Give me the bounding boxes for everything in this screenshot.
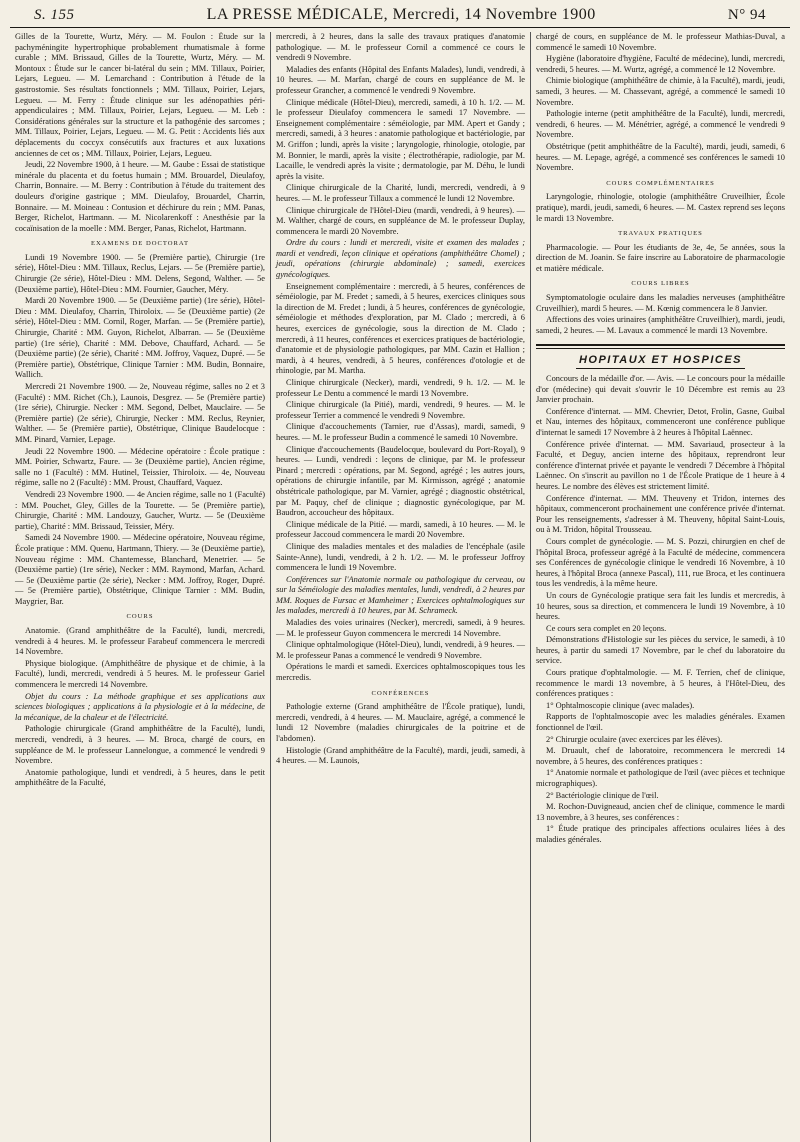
masthead-title: LA PRESSE MÉDICALE, Mercredi, 14 Novembre 1900 <box>206 6 596 23</box>
paragraph: Obstétrique (petit amphithéâtre de la Faculté), mardi, jeudi, samedi, 6 heures. — M. Lepage, agrégé, a commencé ses conférences le samedi 10 Novembre. <box>536 141 785 173</box>
paragraph: Hygiène (laboratoire d'hygiène, Faculté de médecine), lundi, mercredi, vendredi, 5 heures. — M. Wurtz, agrégé, a commencé le 12 Novembre. <box>536 54 785 74</box>
paragraph: 1° Étude pratique des principales affections oculaires liées à des maladies générales. <box>536 824 785 844</box>
paragraph: 1° Anatomie normale et pathologique de l'œil (avec pièces et technique micrographiques). <box>536 768 785 788</box>
paragraph: Pharmacologie. — Pour les étudiants de 3e, 4e, 5e années, sous la direction de M. Joanin. Se faire inscrire au Laboratoire de pharmacologie et matière médicale. <box>536 242 785 273</box>
paragraph: Symptomatologie oculaire dans les maladies nerveuses (amphithéâtre Cruveilhier), mardi 5 heures. — M. Kœnig commencera le 8 Janvier. <box>536 293 785 313</box>
paragraph: Pathologie interne (petit amphithéâtre de la Faculté), lundi, mercredi, vendredi, 6 heures. — M. Ménétrier, agrégé, a commencé le vendredi 9 Novembre. <box>536 109 785 140</box>
paragraph: Conférence privée d'internat. — MM. Savariaud, prosecteur à la Faculté, et Deguy, ancien interne des hôpitaux, reprendront leur conférence d'internat privée et payante le vendredi 7 Décembre à l'hôpital Laënnec. On s'inscrit au pavillon no 1 de l'École Pratique de 1 heure à 4 heures. Le nombre des élèves est strictement limité. <box>536 439 785 491</box>
column-1 <box>10 32 270 1142</box>
paragraph: Mardi 20 Novembre 1900. — 5e (Deuxième partie) (1re série), Hôtel-Dieu : MM. Dieulafoy, Charrin, Thiroloix. — 5e (Deuxième partie) (2e série), Hôtel-Dieu : MM. Cornil, Roger, Marfan. — 5e (Première partie), Chirurgie, Charité : MM. Guyon, Richelot, Albarran. — 5e (Deuxième partie) (1re série), Charité : MM. Debove, Chauffard, Achard. — 5e (Deuxième partie) (2e série), Charité : MM. Joffroy, Vaquez, Dupré. — 5e (Première partie), Obstétrique, Clinique Tarnier : MM. Budin, Bonnaire, Wallich. <box>15 296 265 380</box>
paragraph: Clinique d'accouchements (Baudelocque, boulevard du Port-Royal), 9 heures. — Lundi, vendredi : leçons de clinique, par M. le professeur Pinard ; mercredi : opérations, par M. Segond, agrégé ; les autres jours, opérations de chirurgie infantile, par M. Kirmisson, agrégé ; anatomie obstétricale pathologique, par M. Varnier, agrégé ; diagnostic obstétrical, par M. Paquy, chef de clinique ; diagnostic gynécologique, par M. Baudron, accoucheur des hôpitaux. <box>276 444 525 518</box>
issue-number: N° 94 <box>727 7 766 23</box>
paragraph: Clinique des maladies mentales et des maladies de l'encéphale (asile Sainte-Anne), lundi, vendredi, à 2 h. 1/2. — M. le professeur Joffroy commencera le lundi 19 Novembre. <box>276 541 525 573</box>
paragraph: Histologie (Grand amphithéâtre de la Faculté), mardi, jeudi, samedi, à 4 heures. — M. Launois, <box>276 745 525 766</box>
section-heading-travaux-pratiques: TRAVAUX PRATIQUES <box>618 230 703 238</box>
paragraph: Maladies des voies urinaires (Necker), mercredi, samedi, à 9 heures. — M. le professeur Guyon commencera le mercredi 14 Novembre. <box>276 618 525 638</box>
paragraph: Clinique chirurgicale de la Charité, lundi, mercredi, vendredi, à 9 heures. — M. le professeur Tillaux a commencé le lundi 12 Novembre. <box>276 183 525 203</box>
paragraph: Concours de la médaille d'or. — Avis. — Le concours pour la médaille d'or (médecine) qui devait s'ouvrir le 10 Décembre est remis au 23 Janvier prochain. <box>536 374 785 405</box>
paragraph: Maladies des enfants (Hôpital des Enfants Malades), lundi, vendredi, à 10 heures. — M. Marfan, chargé de cours en suppléance de M. le professeur Grancher, a commencé le vendredi 9 Novembre. <box>276 64 525 95</box>
page-reference: S. 155 <box>34 7 75 23</box>
paragraph: Jeudi 22 Novembre 1900. — Médecine opératoire : École pratique : MM. Poirier, Schwartz, Faure. — 3e (Deuxième partie), Ancien régime, salle no 1 (Faculté) : MM. Hutinel, Teissier, Thiroloix. — 4e, Nouveau régime, salle no 2 (Faculté) : MM. Proust, Chauffard, Vaquez. <box>15 446 265 488</box>
paragraph: mercredi, à 2 heures, dans la salle des travaux pratiques d'anatomie pathologique. — M. le professeur Cornil a commencé ce cours le vendredi 9 Novembre. <box>276 32 525 63</box>
paragraph: chargé de cours, en suppléance de M. le professeur Mathias-Duval, a commencé le samedi 10 Novembre. <box>536 32 785 52</box>
paragraph: 2° Bactériologie clinique de l'œil. <box>546 790 659 800</box>
paragraph: Gilles de la Tourette, Wurtz, Méry. — M. Foulon : Étude sur la pachyméningite hypertrophique probablement rhumatismale à forme curable ; MM. Brissaud, Gilles de la Tourette, Wurtz, Méry. — M. Montoux : Étude sur le cancer bi-latéral du sein ; MM. Tillaux, Poirier, Lejars, Legueu. — M. Lemarchand : Contribution à l'étude de la gastrostomie. Ses résultats fonctionnels ; MM. Tillaux, Poirier, Lejars, Legueu. — M. Ferry : Étude clinique sur les adénopathies péri-appendiculaires ; MM. Tillaux, Poirier, Lejars, Legueu. — M. Leb : Considérations générales sur la structure et la pathogénie des sarcomes ; MM. Tillaux, Poirier, Lejars, Legueu. — M. G. Petit : Accidents liés aux déplacements du coccyx consécutifs aux fractures et aux luxations anciennes de cet os ; MM. Tillaux, Poirier, Lejars, Legueu. <box>15 32 265 158</box>
paragraph: Conférences sur l'Anatomie normale ou pathologique du cerveau, ou sur la Séméiologie des maladies mentales, lundi, vendredi, à 2 heures par MM. Roques de Fursac et Mamheimer ; Exercices ophtalmologiques sur les malades, mercredi à 10 heures, par M. Schrameck. <box>276 574 525 616</box>
paragraph: Un cours de Gynécologie pratique sera fait les lundis et mercredis, à 10 heures, sous sa direction, et commencera le lundi 19 Novembre, à 10 heures. <box>536 590 785 622</box>
paragraph: Objet du cours : La méthode graphique et ses applications aux sciences biologiques ; applications à la physiologie et à la médecine, de la mécanique, de la chaleur et de l'électricité. <box>15 691 265 722</box>
page-header <box>10 6 790 28</box>
paragraph: Clinique chirurgicale (la Pitié), mardi, vendredi, 9 heures. — M. le professeur Terrier a commencé le vendredi 9 Novembre. <box>276 400 525 420</box>
paragraph: Clinique d'accouchements (Tarnier, rue d'Assas), mardi, samedi, 9 heures. — M. le professeur Budin a commencé le samedi 10 Novembre. <box>276 422 525 442</box>
columns <box>10 32 790 1142</box>
paragraph: M. Rochon-Duvigneaud, ancien chef de clinique, commence le mardi 13 novembre, à 3 heures, ses conférences : <box>536 802 785 822</box>
paragraph: Jeudi, 22 Novembre 1900, à 1 heure. — M. Gaube : Essai de statistique minérale du placenta et du foetus humain ; MM. Brouardel, Dieulafoy, Charrin, Bonnaire. — M. Berry : Contribution à l'étude du traitement des douleurs d'origine gastrique ; MM. Dieulafoy, Brouardel, Charrin, Bonnaire. — M. Moineau : Contusion et déchirure du rein ; MM. Panas, Berger, Richelot, Hartmann. — M. Nicolarenkoff : Anesthésie par la cocaïnisation de la moelle : MM. Berger, Panas, Richelot, Hartmann. <box>15 160 265 233</box>
paragraph: Clinique chirurgicale (Necker), mardi, vendredi, 9 h. 1/2. — M. le professeur Le Dentu a commencé le mardi 13 Novembre. <box>276 378 525 398</box>
paragraph: Démonstrations d'Histologie sur les pièces du service, le samedi, à 10 heures, à partir du samedi 17 Novembre, par le chef du laboratoire du service. <box>536 635 785 666</box>
paragraph: Affections des voies urinaires (amphithéâtre Cruveilhier), mardi, jeudi, samedi, 2 heures. — M. Lavaux a commencé le mardi 13 Novembre. <box>536 315 785 335</box>
paragraph: Clinique chirurgicale de l'Hôtel-Dieu (mardi, vendredi, à 9 heures). — M. Walther, chargé de cours, en suppléance de M. le professeur Duplay, commencera le mardi 20 Novembre. <box>276 205 525 236</box>
paragraph: Opérations le mardi et samedi. Exercices ophtalmoscopiques tous les mercredis. <box>276 662 525 683</box>
section-heading-cours-libres: COURS LIBRES <box>631 280 690 288</box>
paragraph: Lundi 19 Novembre 1900. — 5e (Première partie), Chirurgie (1re série), Hôtel-Dieu : MM. Tillaux, Reclus, Lejars. — 5e (Première partie), Chirurgie (2e série), Hôtel-Dieu : MM. Delens, Segond, Walther. — 5e (Deuxième partie), Hôtel-Dieu : MM. Fournier, Gaucher, Méry. <box>15 252 265 294</box>
section-heading-examens: EXAMENS DE DOCTORAT <box>90 240 189 248</box>
section-heading-cours: COURS <box>126 613 154 621</box>
paragraph: Clinique médicale (Hôtel-Dieu), mercredi, samedi, à 10 h. 1/2. — M. le professeur Dieulafoy commencera le samedi 17 Novembre. — Enseignement complémentaire : séméiologie, par MM. Apert et Gandy ; mercredi, samedi, à 3 heures : anatomie pathologique et bactériologie, par M. Griffon ; lundi, après la visite ; laryngologie, rhinologie, otologie, par M. Bonnier, le mardi, après la visite ; électrothérapie, radiologie, par M. Lacaille, le vendredi après la visite ; dermatologie, par M. Déhu, le lundi après la visite. <box>276 97 525 181</box>
paragraph: 1° Ophtalmoscopie clinique (avec malades). <box>546 700 695 710</box>
paragraph: 2° Chirurgie oculaire (avec exercices par les élèves). <box>546 734 723 744</box>
paragraph: Chimie biologique (amphithéâtre de chimie, à la Faculté), mardi, jeudi, samedi, 3 heures. — M. Chassevant, agrégé, a commencé le samedi 10 Novembre. <box>536 76 785 107</box>
section-heading-complementaires: COURS COMPLÉMENTAIRES <box>606 179 715 187</box>
paragraph: Rapports de l'ophtalmoscopie avec les maladies générales. Examen fonctionnel de l'œil. <box>536 712 785 733</box>
paragraph: Cours pratique d'ophtalmologie. — M. F. Terrien, chef de clinique, recommence le mardi 13 novembre, à 5 heures, à l'Hôtel-Dieu, des conférences pratiques : <box>536 668 785 699</box>
paragraph: Samedi 24 Novembre 1900. — Médecine opératoire, Nouveau régime, École pratique : MM. Quenu, Hartmann, Thiery. — 3e (Deuxième partie), Nouveau régime : MM. Chantemesse, Blanchard, Menetrier. — 5e (Deuxième partie) (1re série), Necker : MM. Raymond, Marfan, Achard. — 5e (Deuxième partie (2e série), Necker : MM. Joffroy, Roger, Dupré. — 5e (Première partie), Obstétrique, Clinique Tarnier : MM. Budin, Maygrier, Bar. <box>15 533 265 606</box>
paragraph: Ce cours sera complet en 20 leçons. <box>546 623 667 633</box>
paragraph: Physique biologique. (Amphithéâtre de physique et de chimie, à la Faculté), lundi, mercredi, vendredi à 5 heures. M. le professeur Gariel commencera le mercredi 14 Novembre. <box>15 658 265 690</box>
paragraph: Conférence d'internat. — MM. Chevrier, Detot, Frolin, Gasne, Guibal et Nau, internes des hôpitaux, commenceront une conférence publique d'internat le samedi 17 Novembre à 2 heures à l'hôpital Laënnec. <box>536 406 785 437</box>
paragraph: Vendredi 23 Novembre 1900. — 4e Ancien régime, salle no 1 (Faculté) : MM. Pouchet, Gley, Gilles de la Tourette. — 5e (Première partie), Chirurgie, Charité : MM. Landouzy, Gaucher, Wurtz. — 5e (Deuxième partie), Charité : MM. Brissaud, Teissier, Méry. <box>15 489 265 531</box>
section-heading-conferences: CONFÉRENCES <box>371 689 430 697</box>
paragraph: Enseignement complémentaire : mercredi, à 5 heures, conférences de séméiologie, par M. Fredet ; samedi, à 5 heures, exercices cliniques sous la direction de M. Fredet ; lundi, à 5 heures, conférences de gynécologie, séméiologie et méthodes d'exploration, par M. Clado ; mercredi, à 6 heures, exercices de gynécologie, sous la direction de M. Clado ; mercredi, à 11 heures, conférences et exercices pratiques de bactériologie, d'anatomie et de physiologie pathologiques, par MM. Cazin et Hallion ; mardi, à 4 heures, vendredi, à 5 heures, conférences d'otologie et de rhinologie, par M. Martha. <box>276 281 525 376</box>
section-divider <box>536 344 785 349</box>
heading-underline <box>576 368 745 369</box>
paragraph: Anatomie pathologique, lundi et vendredi, à 5 heures, dans le petit amphithéâtre de la Faculté, <box>15 767 265 788</box>
paragraph: Clinique médicale de la Pitié. — mardi, samedi, à 10 heures. — M. le professeur Jaccoud commencera le mardi 20 Novembre. <box>276 519 525 540</box>
paragraph: Laryngologie, rhinologie, otologie (amphithéâtre Cruveilhier, École pratique), mardi, jeudi, samedi, 6 heures. — M. Castex reprend ses leçons le mardi 13 Novembre. <box>536 192 785 223</box>
column-2 <box>270 32 530 1142</box>
paragraph: Cours complet de gynécologie. — M. S. Pozzi, chirurgien en chef de l'hôpital Broca, professeur agrégé à la Faculté de médecine, commencera ses Conférences de gynécologie clinique le vendredi 16 Novembre, à 10 heures, à l'hôpital Broca (annexe Pascal), 111, rue Broca, et les continuera tous les vendredis, à la même heure. <box>536 536 785 589</box>
column-3 <box>530 32 790 1142</box>
paragraph: Clinique ophtalmologique (Hôtel-Dieu), lundi, vendredi, à 9 heures. — M. le professeur Panas a commencé le vendredi 9 Novembre. <box>276 640 525 660</box>
paragraph: Pathologie chirurgicale (Grand amphithéâtre de la Faculté), lundi, mercredi, vendredi, à 3 heures. — M. Broca, chargé de cours, en suppléance de M. le professeur Lannelongue, a commencé le vendredi 9 Novembre. <box>15 724 265 766</box>
paragraph: Anatomie. (Grand amphithéâtre de la Faculté), lundi, mercredi, vendredi à 4 heures. M. le professeur Farabeuf commencera le mercredi 14 Novembre. <box>15 626 265 657</box>
paragraph: Mercredi 21 Novembre 1900. — 2e, Nouveau régime, salles no 2 et 3 (Faculté) : MM. Richet (Ch.), Launois, Desgrez. — 5e (Première partie) (1re série), Chirurgie. Necker : MM. Segond, Delbet, Mauclaire. — 5e (Première partie) (2e série), Chirurgie, Necker : MM. Reclus, Reynier, Walther. — 5e (Première partie), Obstétrique, Clinique Baudelocque : MM. Pinard, Varnier, Lepage. <box>15 382 265 444</box>
paragraph: Ordre du cours : lundi et mercredi, visite et examen des malades ; mardi et vendredi, leçon clinique et opérations (amphithéâtre Chomel) ; jeudi, opérations (chirurgie abdominale) ; samedi, exercices gynécologiques. <box>276 238 525 280</box>
paragraph: M. Druault, chef de laboratoire, recommencera le mercredi 14 novembre, à 5 heures, des conférences pratiques : <box>536 746 785 766</box>
paragraph: Conférence d'internat. — MM. Theuveny et Tridon, internes des hôpitaux, commenceront prochainement une conférence privée d'internat. Pour les renseignements, s'adresser à M. Theuveny, hôpital Saint-Louis, ou à M. Tridon, hôpital Trousseau. <box>536 493 785 535</box>
paragraph: Pathologie externe (Grand amphithéâtre de l'École pratique), lundi, mercredi, vendredi, à 4 heures. — M. Mauclaire, agrégé, a commencé le lundi 12 Novembre (maladies chirurgicales de la poitrine et de l'abdomen). <box>276 702 525 743</box>
section-heading-hopitaux: HOPITAUX ET HOSPICES <box>578 354 743 367</box>
